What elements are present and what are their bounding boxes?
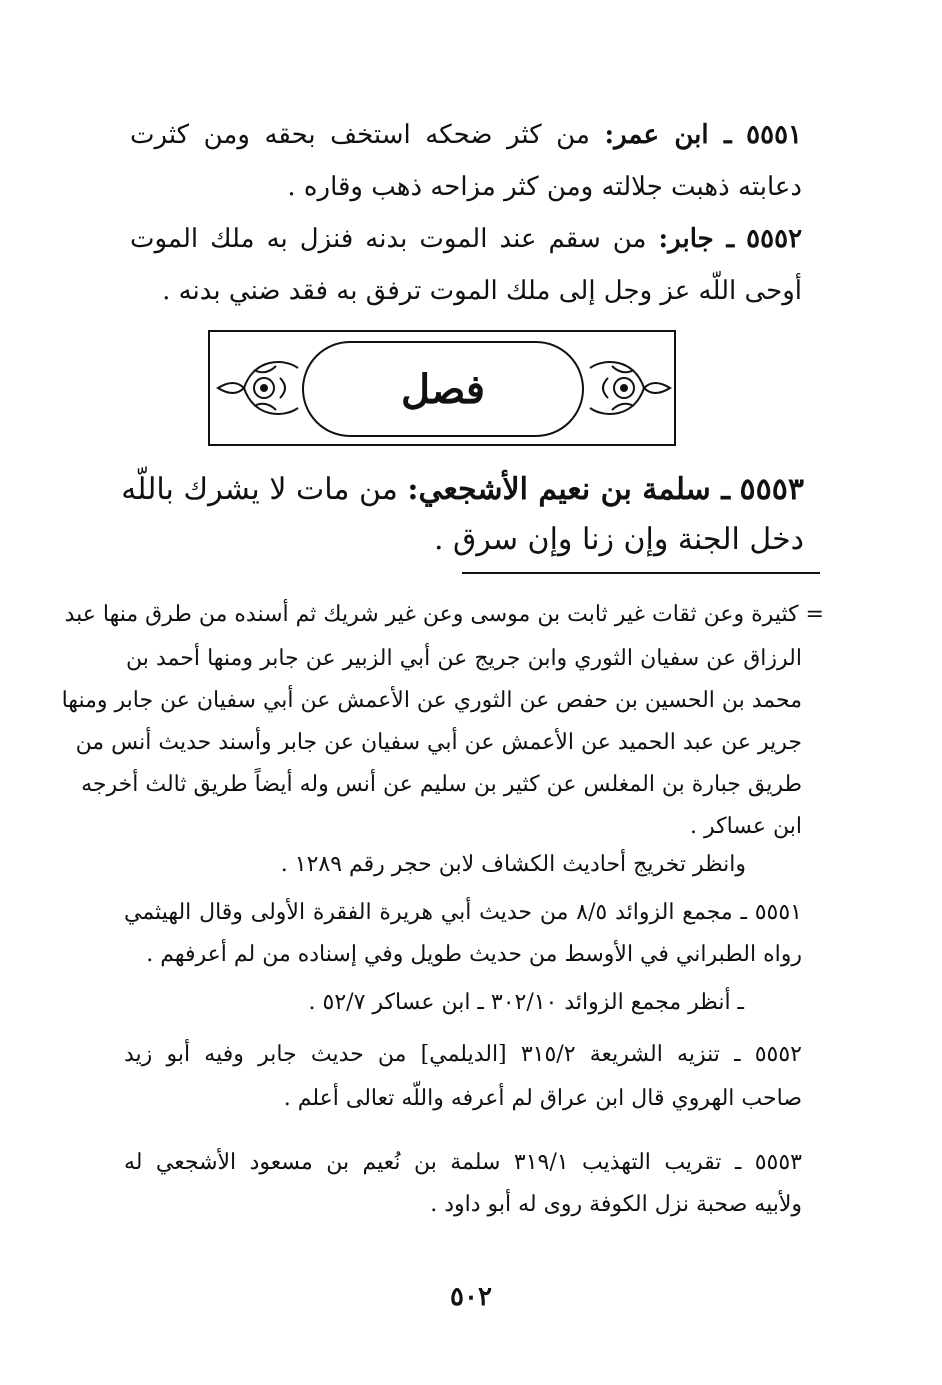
section-heading: فصل <box>400 365 486 413</box>
entry-5553-line2: دخل الجنة وإن زنا وإن سرق . <box>433 522 804 557</box>
entry-5551-line1: ٥٥٥١ ـ ابن عمر: من كثر ضحكه استخف بحقه ومن كثرت <box>130 120 802 150</box>
entry-text: من سقم عند الموت بدنه فنزل به ملك الموت <box>130 224 647 254</box>
entry-text: من مات لا يشرك باللّه <box>121 472 398 507</box>
footnote-separator <box>462 572 820 574</box>
footnote-line: محمد بن الحسين بن حفص عن الثوري عن الأعمش عن أبي سفيان عن جابر ومنها <box>61 688 802 713</box>
footnote-line: الرزاق عن سفيان الثوري وابن جريج عن أبي الزبير عن جابر ومنها أحمد بن <box>126 646 802 671</box>
entry-text: من كثر ضحكه استخف بحقه ومن كثرت <box>130 120 590 150</box>
entry-5552-line2: أوحى اللّه عز وجل إلى ملك الموت ترفق به فقد ضني بدنه . <box>162 276 802 306</box>
footnote-5551-line3: ـ أنظر مجمع الزوائد ٣٠٢/١٠ ـ ابن عساكر ٥٢/٧ . <box>308 990 744 1015</box>
page-number: ٥٠٢ <box>450 1282 492 1312</box>
footnote-line: طريق جبارة بن المغلس عن كثير بن سليم عن أنس وله أيضاً طريق ثالث أخرجه <box>81 772 802 797</box>
entry-number: ٥٥٥٣ <box>739 472 804 507</box>
right-ornament-icon <box>584 348 674 428</box>
footnote-line: = كثيرة وعن ثقات غير ثابت بن موسى وعن غير شريك ثم أسنده من طرق منها عبد <box>64 602 824 627</box>
footnote-5551-line2: رواه الطبراني في الأوسط من حديث طويل وفي إسناده من لم أعرفهم . <box>146 942 802 967</box>
footnote-line: ابن عساكر . <box>689 814 802 839</box>
footnote-5553-line1: ٥٥٥٣ ـ تقريب التهذيب ٣١٩/١ سلمة بن نُعيم بن مسعود الأشجعي له <box>124 1150 802 1175</box>
footnote-line: وانظر تخريج أحاديث الكشاف لابن حجر رقم ١٢٨٩ . <box>280 852 746 877</box>
entry-5551-line2: دعابته ذهبت جلالته ومن كثر مزاحه ذهب وقاره . <box>287 172 802 202</box>
entry-number: ٥٥٥٢ <box>746 224 803 254</box>
entry-narrator: سلمة بن نعيم الأشجعي: <box>407 472 711 507</box>
entry-number: ٥٥٥١ <box>746 120 802 150</box>
footnote-5551-line1: ٥٥٥١ ـ مجمع الزوائد ٨/٥ من حديث أبي هريرة الفقرة الأولى وقال الهيثمي <box>124 900 802 925</box>
footnote-line: جرير عن عبد الحميد عن الأعمش عن أبي سفيان عن جابر وأسند حديث أنس من <box>75 730 802 755</box>
footnote-5553-line2: ولأبيه صحبة نزل الكوفة روى له أبو داود . <box>430 1192 802 1217</box>
left-ornament-icon <box>214 348 304 428</box>
entry-5553-line1: ٥٥٥٣ ـ سلمة بن نعيم الأشجعي: من مات لا يشرك باللّه <box>121 472 804 507</box>
footnote-5552-line1: ٥٥٥٢ ـ تنزيه الشريعة ٣١٥/٢ [الديلمي] من حديث جابر وفيه أبو زيد <box>124 1042 802 1067</box>
entry-narrator: جابر: <box>658 224 714 254</box>
entry-narrator: ابن عمر: <box>604 120 709 150</box>
entry-5552-line1: ٥٥٥٢ ـ جابر: من سقم عند الموت بدنه فنزل به ملك الموت <box>130 224 803 254</box>
footnote-5552-line2: صاحب الهروي قال ابن عراق لم أعرفه واللّه تعالى أعلم . <box>283 1086 802 1111</box>
